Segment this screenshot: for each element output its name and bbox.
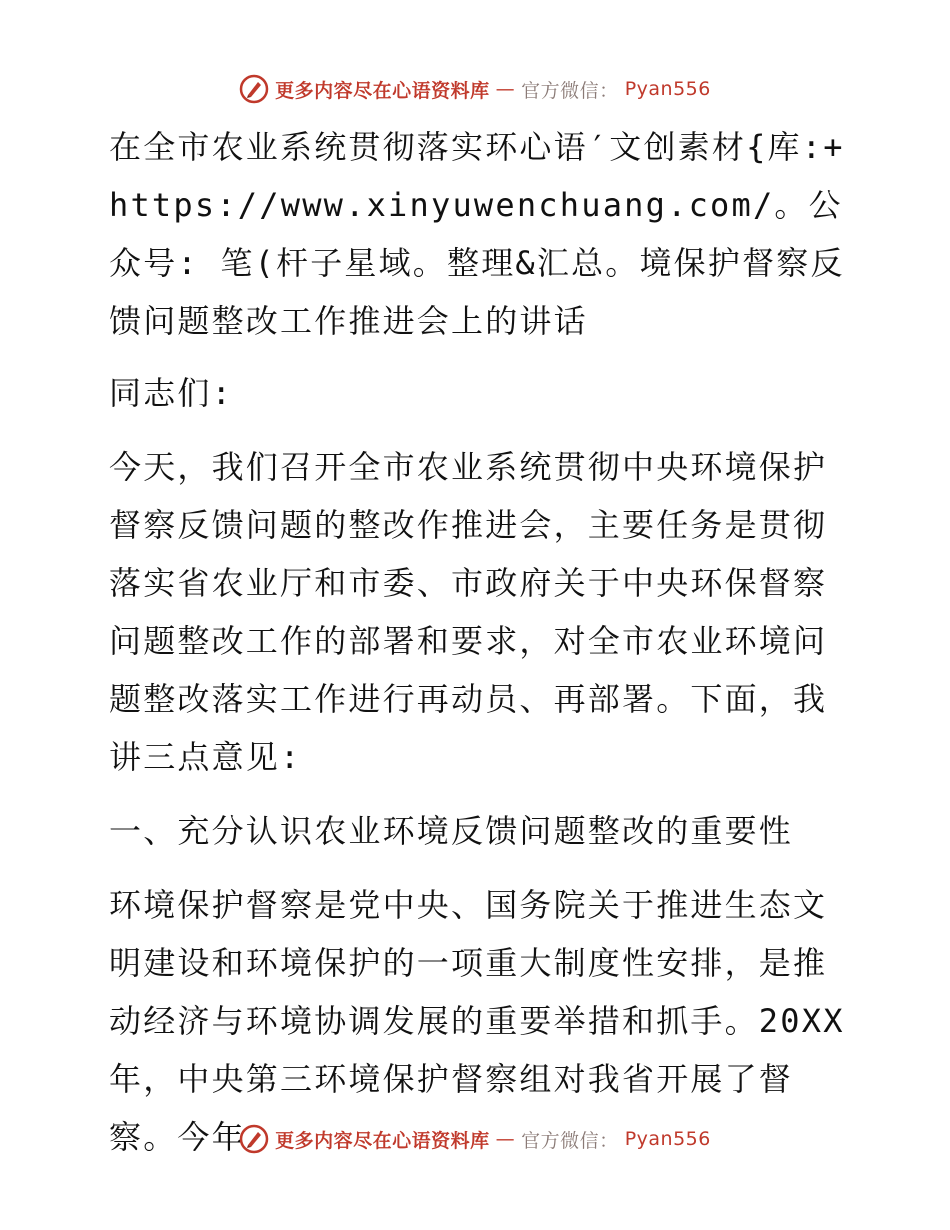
footer-watermark xyxy=(0,1124,950,1154)
paragraph-section-1: 环境保护督察是党中央、国务院关于推进生态文明建设和环境保护的一项重大制度性安排，是推动经济与环境协调发展的重要举措和抓手。20XX年，中央第三环境保护督察组对我省开展了督察。今年 xyxy=(109,886,845,1156)
watermark-dash: — xyxy=(495,1128,516,1150)
watermark-wechat-id: Pyan556 xyxy=(624,1128,711,1150)
pen-nib-circle-icon xyxy=(239,74,269,104)
document-body xyxy=(97,118,857,1166)
watermark-wechat-id: Pyan556 xyxy=(624,78,711,100)
watermark-brand-text: 更多内容尽在心语资料库 xyxy=(275,1129,490,1152)
paragraph-intro: 今天，我们召开全市农业系统贯彻中央环境保护督察反馈问题的整改作推进会，主要任务是贯彻落实省农业厅和市委、市政府关于中央环保督察问题整改工作的部署和要求，对全市农业环境问题整改落实工作进行再动员、再部署。下面，我讲三点意见: xyxy=(109,448,828,776)
watermark-dash: — xyxy=(495,78,516,100)
pen-nib-circle-icon xyxy=(239,1124,269,1154)
salutation: 同志们: xyxy=(109,374,234,412)
watermark-wechat-label: 官方微信： xyxy=(521,1129,619,1152)
watermark-brand-text: 更多内容尽在心语资料库 xyxy=(275,79,490,102)
document-title-paragraph: 在全市农业系统贯彻落实环心语′文创素材{库:+https://www.xinyuwenchuang.com/。公众号: 笔(杆子星域。整理&汇总。境保护督察反馈问题整改工作推进会上的讲话 xyxy=(109,128,845,340)
watermark-wechat-label: 官方微信： xyxy=(521,79,619,102)
header-watermark xyxy=(0,74,950,104)
section-heading-1: 一、充分认识农业环境反馈问题整改的重要性 xyxy=(109,812,794,850)
